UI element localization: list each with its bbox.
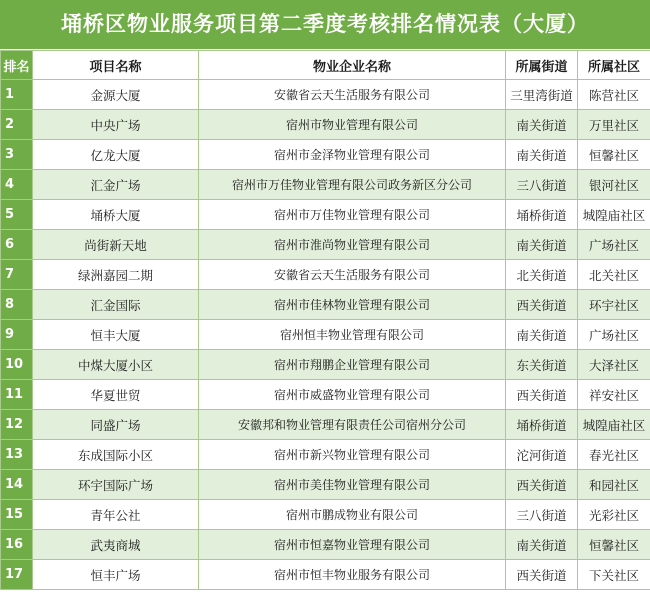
rank-cell: 15 [1,500,33,530]
street-cell: 西关街道 [506,380,578,410]
rank-cell: 14 [1,470,33,500]
community-cell: 恒馨社区 [578,140,650,170]
street-cell: 沱河街道 [506,440,578,470]
street-cell: 西关街道 [506,560,578,590]
company-name-cell: 宿州市万佳物业管理有限公司 [199,200,506,230]
company-name-cell: 宿州市金泽物业管理有限公司 [199,140,506,170]
street-cell: 南关街道 [506,530,578,560]
project-name-cell: 同盛广场 [33,410,199,440]
street-cell: 南关街道 [506,320,578,350]
project-name-cell: 青年公社 [33,500,199,530]
table-row [1,260,650,290]
community-cell: 城隍庙社区 [578,410,650,440]
rank-cell: 13 [1,440,33,470]
company-name-cell: 宿州市物业管理有限公司 [199,110,506,140]
street-cell: 三八街道 [506,170,578,200]
table-row [1,170,650,200]
project-name-cell: 埇桥大厦 [33,200,199,230]
company-name-cell: 宿州市威盛物业管理有限公司 [199,380,506,410]
community-cell: 下关社区 [578,560,650,590]
company-name-cell: 宿州恒丰物业管理有限公司 [199,320,506,350]
street-cell: 东关街道 [506,350,578,380]
community-cell: 祥安社区 [578,380,650,410]
street-cell: 南关街道 [506,230,578,260]
header-company: 物业企业名称 [199,51,506,80]
street-cell: 三里湾街道 [506,80,578,110]
project-name-cell: 恒丰大厦 [33,320,199,350]
rank-cell: 17 [1,560,33,590]
community-cell: 城隍庙社区 [578,200,650,230]
table-row [1,140,650,170]
rank-cell: 5 [1,200,33,230]
community-cell: 环宇社区 [578,290,650,320]
table-row [1,530,650,560]
ranking-table [0,50,650,590]
community-cell: 广场社区 [578,230,650,260]
street-cell: 南关街道 [506,110,578,140]
project-name-cell: 金源大厦 [33,80,199,110]
rank-cell: 6 [1,230,33,260]
community-cell: 春光社区 [578,440,650,470]
community-cell: 北关社区 [578,260,650,290]
table-row [1,440,650,470]
rank-cell: 4 [1,170,33,200]
project-name-cell: 尚街新天地 [33,230,199,260]
rank-cell: 7 [1,260,33,290]
table-body [1,80,650,590]
street-cell: 三八街道 [506,500,578,530]
header-street: 所属街道 [506,51,578,80]
table-row [1,80,650,110]
community-cell: 光彩社区 [578,500,650,530]
project-name-cell: 恒丰广场 [33,560,199,590]
company-name-cell: 宿州市新兴物业管理有限公司 [199,440,506,470]
header-rank: 排名 [1,51,33,80]
rank-cell: 10 [1,350,33,380]
rank-cell: 16 [1,530,33,560]
project-name-cell: 汇金广场 [33,170,199,200]
table-row [1,350,650,380]
company-name-cell: 宿州市鹏成物业有限公司 [199,500,506,530]
company-name-cell: 宿州市恒丰物业服务有限公司 [199,560,506,590]
project-name-cell: 汇金国际 [33,290,199,320]
rank-cell: 12 [1,410,33,440]
project-name-cell: 武夷商城 [33,530,199,560]
company-name-cell: 宿州市佳林物业管理有限公司 [199,290,506,320]
table-row [1,200,650,230]
street-cell: 西关街道 [506,290,578,320]
table-row [1,110,650,140]
community-cell: 万里社区 [578,110,650,140]
project-name-cell: 亿龙大厦 [33,140,199,170]
community-cell: 恒馨社区 [578,530,650,560]
table-row [1,290,650,320]
rank-cell: 3 [1,140,33,170]
company-name-cell: 安徽省云天生活服务有限公司 [199,80,506,110]
table-row [1,230,650,260]
street-cell: 北关街道 [506,260,578,290]
street-cell: 西关街道 [506,470,578,500]
rank-cell: 8 [1,290,33,320]
project-name-cell: 中央广场 [33,110,199,140]
company-name-cell: 宿州市美佳物业管理有限公司 [199,470,506,500]
project-name-cell: 中煤大厦小区 [33,350,199,380]
rank-cell: 9 [1,320,33,350]
community-cell: 银河社区 [578,170,650,200]
street-cell: 南关街道 [506,140,578,170]
header-row [1,51,650,80]
project-name-cell: 环宇国际广场 [33,470,199,500]
community-cell: 大泽社区 [578,350,650,380]
rank-cell: 11 [1,380,33,410]
project-name-cell: 东成国际小区 [33,440,199,470]
street-cell: 埇桥街道 [506,410,578,440]
rank-cell: 1 [1,80,33,110]
company-name-cell: 宿州市淮尚物业管理有限公司 [199,230,506,260]
company-name-cell: 宿州市翔鹏企业管理有限公司 [199,350,506,380]
company-name-cell: 安徽省云天生活服务有限公司 [199,260,506,290]
header-project: 项目名称 [33,51,199,80]
table-row [1,470,650,500]
rank-cell: 2 [1,110,33,140]
company-name-cell: 宿州市万佳物业管理有限公司政务新区分公司 [199,170,506,200]
company-name-cell: 宿州市恒嘉物业管理有限公司 [199,530,506,560]
project-name-cell: 华夏世贸 [33,380,199,410]
table-row [1,500,650,530]
project-name-cell: 绿洲嘉园二期 [33,260,199,290]
community-cell: 陈营社区 [578,80,650,110]
table-row [1,380,650,410]
table-row [1,560,650,590]
street-cell: 埇桥街道 [506,200,578,230]
community-cell: 广场社区 [578,320,650,350]
table-row [1,410,650,440]
table-row [1,320,650,350]
community-cell: 和园社区 [578,470,650,500]
company-name-cell: 安徽邦和物业管理有限责任公司宿州分公司 [199,410,506,440]
header-community: 所属社区 [578,51,650,80]
sheet-title: 埇桥区物业服务项目第二季度考核排名情况表（大厦） [0,0,650,50]
